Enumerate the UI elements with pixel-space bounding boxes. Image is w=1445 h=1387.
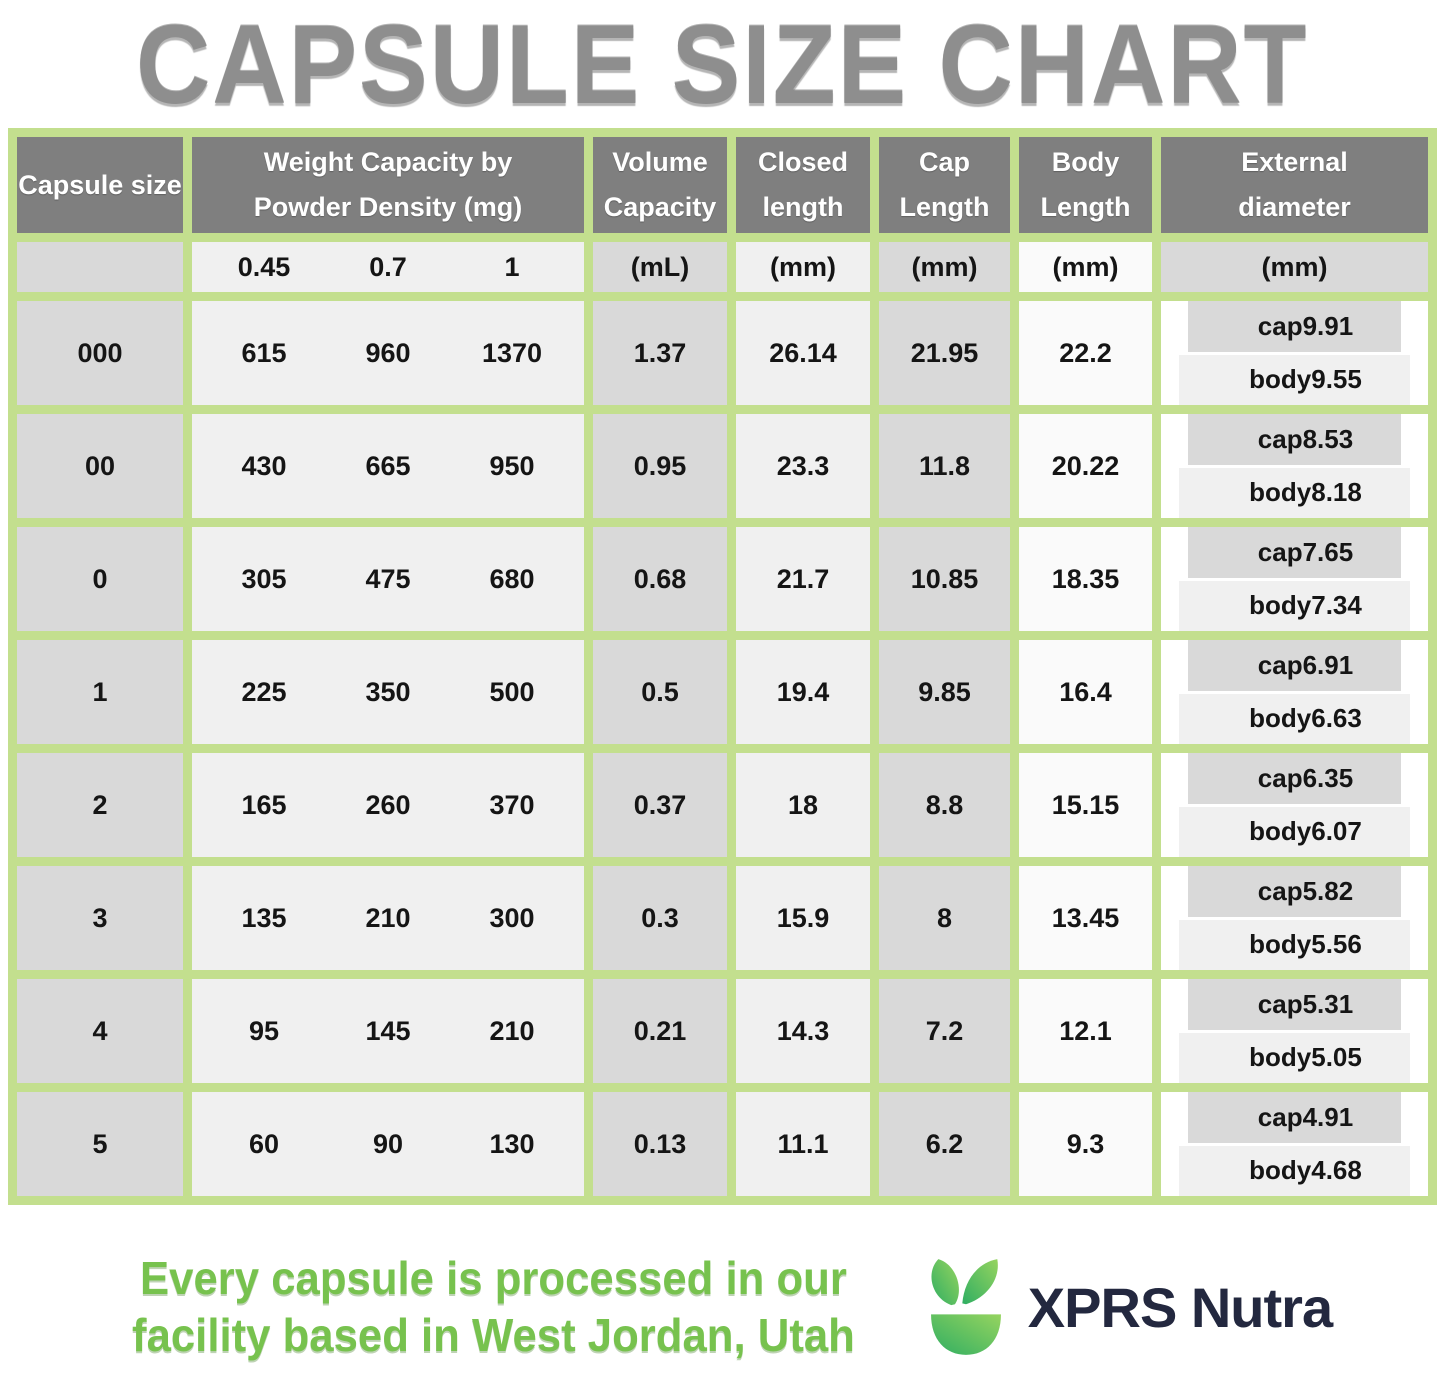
cap-diameter-value: 7.65 <box>1302 536 1354 567</box>
cell-external-diameter <box>1161 979 1428 1083</box>
weight-at-07: 145 <box>365 1015 411 1046</box>
cap-diameter-value: 4.91 <box>1302 1101 1354 1132</box>
cell-volume-capacity: 0.21 <box>593 979 727 1083</box>
external-body-row <box>1179 807 1410 858</box>
cell-cap-length: 9.85 <box>879 640 1010 744</box>
units-body: (mm) <box>1019 242 1152 292</box>
cell-volume-capacity: 0.37 <box>593 753 727 857</box>
cap-label: cap <box>1257 310 1303 341</box>
cell-weight-capacity <box>192 1092 584 1196</box>
body-diameter-value: 5.05 <box>1311 1042 1362 1073</box>
cell-body-length: 15.15 <box>1019 753 1152 857</box>
body-diameter-value: 8.18 <box>1311 477 1362 508</box>
density-1: 1 <box>504 251 520 282</box>
body-diameter-value: 6.63 <box>1311 703 1362 734</box>
cell-cap-length: 7.2 <box>879 979 1010 1083</box>
table-row <box>17 527 1428 631</box>
cell-closed-length: 19.4 <box>736 640 870 744</box>
cell-weight-capacity <box>192 301 584 405</box>
external-body-row <box>1179 694 1410 745</box>
cap-diameter-value: 9.91 <box>1302 310 1354 341</box>
cell-cap-length: 8 <box>879 866 1010 970</box>
table-header-row <box>17 137 1428 233</box>
units-empty-cell <box>17 242 183 292</box>
table-row <box>17 866 1428 970</box>
cell-closed-length: 15.9 <box>736 866 870 970</box>
brand-name: XPRS Nutra <box>1027 1275 1333 1339</box>
external-cap-row <box>1188 979 1401 1030</box>
body-diameter-value: 4.68 <box>1311 1155 1362 1186</box>
facility-tagline: Every capsule is processed in our facility based in West Jordan, Utah <box>131 1251 855 1361</box>
cell-external-diameter <box>1161 527 1428 631</box>
body-label: body <box>1249 1155 1312 1186</box>
cell-capsule-size: 000 <box>17 301 183 405</box>
cap-label: cap <box>1257 536 1303 567</box>
cell-external-diameter <box>1161 640 1428 744</box>
body-label: body <box>1249 1042 1312 1073</box>
weight-at-045: 135 <box>241 902 287 933</box>
capsule-size-table <box>8 128 1437 1205</box>
weight-at-1: 130 <box>489 1128 535 1159</box>
units-cap: (mm) <box>879 242 1010 292</box>
cell-weight-capacity <box>192 866 584 970</box>
cell-body-length: 9.3 <box>1019 1092 1152 1196</box>
cap-diameter-value: 6.91 <box>1302 649 1354 680</box>
cell-body-length: 20.22 <box>1019 414 1152 518</box>
header-capsule-size: Capsule size <box>17 137 183 233</box>
units-closed: (mm) <box>736 242 870 292</box>
cell-volume-capacity: 0.5 <box>593 640 727 744</box>
external-cap-row <box>1188 640 1401 691</box>
body-label: body <box>1249 703 1312 734</box>
cap-label: cap <box>1257 762 1303 793</box>
cap-label: cap <box>1257 423 1303 454</box>
header-weight-capacity: Weight Capacity by Powder Density (mg) <box>192 137 584 233</box>
cell-closed-length: 26.14 <box>736 301 870 405</box>
table-row <box>17 301 1428 405</box>
cell-volume-capacity: 0.95 <box>593 414 727 518</box>
cell-body-length: 12.1 <box>1019 979 1152 1083</box>
weight-at-1: 950 <box>489 450 535 481</box>
external-body-row <box>1179 920 1410 971</box>
cap-diameter-value: 6.35 <box>1302 762 1354 793</box>
density-045: 0.45 <box>237 251 291 282</box>
body-diameter-value: 9.55 <box>1311 364 1362 395</box>
footer <box>0 1227 1445 1387</box>
body-diameter-value: 7.34 <box>1311 590 1362 621</box>
weight-at-1: 210 <box>489 1015 535 1046</box>
weight-at-045: 615 <box>241 337 287 368</box>
weight-at-07: 90 <box>372 1128 404 1159</box>
cell-capsule-size: 4 <box>17 979 183 1083</box>
header-body-length: Body Length <box>1019 137 1152 233</box>
cell-capsule-size: 00 <box>17 414 183 518</box>
cell-cap-length: 11.8 <box>879 414 1010 518</box>
table-row <box>17 414 1428 518</box>
cell-weight-capacity <box>192 979 584 1083</box>
external-body-row <box>1179 1146 1410 1197</box>
cap-diameter-value: 5.82 <box>1302 875 1354 906</box>
body-label: body <box>1249 477 1312 508</box>
weight-at-1: 370 <box>489 789 535 820</box>
body-label: body <box>1249 929 1312 960</box>
header-volume-capacity: Volume Capacity <box>593 137 727 233</box>
cap-label: cap <box>1257 1101 1303 1132</box>
cell-closed-length: 14.3 <box>736 979 870 1083</box>
cap-label: cap <box>1257 875 1303 906</box>
cap-label: cap <box>1257 988 1303 1019</box>
table-row <box>17 979 1428 1083</box>
cell-weight-capacity <box>192 527 584 631</box>
density-07: 0.7 <box>369 251 407 282</box>
page-title-bar <box>0 0 1445 128</box>
external-body-row <box>1179 468 1410 519</box>
weight-at-07: 260 <box>365 789 411 820</box>
body-label: body <box>1249 590 1312 621</box>
weight-at-1: 1370 <box>481 337 543 368</box>
leaf-bowl-icon <box>920 1255 1012 1359</box>
table-row <box>17 640 1428 744</box>
weight-at-045: 95 <box>248 1015 280 1046</box>
weight-at-1: 500 <box>489 676 535 707</box>
weight-at-045: 165 <box>241 789 287 820</box>
cap-label: cap <box>1257 649 1303 680</box>
cell-closed-length: 23.3 <box>736 414 870 518</box>
cell-external-diameter <box>1161 866 1428 970</box>
weight-at-045: 60 <box>248 1128 280 1159</box>
cell-closed-length: 18 <box>736 753 870 857</box>
cell-body-length: 22.2 <box>1019 301 1152 405</box>
weight-at-045: 225 <box>241 676 287 707</box>
cell-external-diameter <box>1161 414 1428 518</box>
cell-body-length: 18.35 <box>1019 527 1152 631</box>
cell-capsule-size: 3 <box>17 866 183 970</box>
cell-weight-capacity <box>192 753 584 857</box>
cell-external-diameter <box>1161 1092 1428 1196</box>
header-external-diameter: External diameter <box>1161 137 1428 233</box>
weight-at-045: 305 <box>241 563 287 594</box>
external-cap-row <box>1188 527 1401 578</box>
weight-at-07: 350 <box>365 676 411 707</box>
units-external: (mm) <box>1161 242 1428 292</box>
weight-at-07: 960 <box>365 337 411 368</box>
cell-closed-length: 21.7 <box>736 527 870 631</box>
cell-cap-length: 8.8 <box>879 753 1010 857</box>
body-diameter-value: 5.56 <box>1311 929 1362 960</box>
cell-capsule-size: 5 <box>17 1092 183 1196</box>
body-label: body <box>1249 816 1312 847</box>
page-title: CAPSULE SIZE CHART <box>136 1 1309 127</box>
cell-closed-length: 11.1 <box>736 1092 870 1196</box>
cell-capsule-size: 1 <box>17 640 183 744</box>
cell-capsule-size: 2 <box>17 753 183 857</box>
cell-cap-length: 6.2 <box>879 1092 1010 1196</box>
table-row <box>17 1092 1428 1196</box>
external-cap-row <box>1188 301 1401 352</box>
external-body-row <box>1179 581 1410 632</box>
cell-body-length: 16.4 <box>1019 640 1152 744</box>
external-cap-row <box>1188 414 1401 465</box>
cell-external-diameter <box>1161 753 1428 857</box>
external-cap-row <box>1188 866 1401 917</box>
weight-at-07: 475 <box>365 563 411 594</box>
cap-diameter-value: 5.31 <box>1302 988 1354 1019</box>
body-label: body <box>1249 364 1312 395</box>
external-body-row <box>1179 1033 1410 1084</box>
cell-body-length: 13.45 <box>1019 866 1152 970</box>
table-row <box>17 753 1428 857</box>
weight-at-07: 210 <box>365 902 411 933</box>
weight-at-045: 430 <box>241 450 287 481</box>
cell-weight-capacity <box>192 640 584 744</box>
header-closed-length: Closed length <box>736 137 870 233</box>
external-cap-row <box>1188 1092 1401 1143</box>
cell-volume-capacity: 0.68 <box>593 527 727 631</box>
cap-diameter-value: 8.53 <box>1302 423 1354 454</box>
table-units-row <box>17 242 1428 292</box>
body-diameter-value: 6.07 <box>1311 816 1362 847</box>
weight-at-1: 300 <box>489 902 535 933</box>
cell-volume-capacity: 1.37 <box>593 301 727 405</box>
cell-capsule-size: 0 <box>17 527 183 631</box>
cell-volume-capacity: 0.3 <box>593 866 727 970</box>
cell-cap-length: 10.85 <box>879 527 1010 631</box>
external-cap-row <box>1188 753 1401 804</box>
units-density-cell <box>192 242 584 292</box>
cell-cap-length: 21.95 <box>879 301 1010 405</box>
weight-at-07: 665 <box>365 450 411 481</box>
brand-logo <box>920 1255 1332 1359</box>
weight-at-1: 680 <box>489 563 535 594</box>
cell-weight-capacity <box>192 414 584 518</box>
header-cap-length: Cap Length <box>879 137 1010 233</box>
cell-volume-capacity: 0.13 <box>593 1092 727 1196</box>
external-body-row <box>1179 355 1410 406</box>
cell-external-diameter <box>1161 301 1428 405</box>
units-volume: (mL) <box>593 242 727 292</box>
